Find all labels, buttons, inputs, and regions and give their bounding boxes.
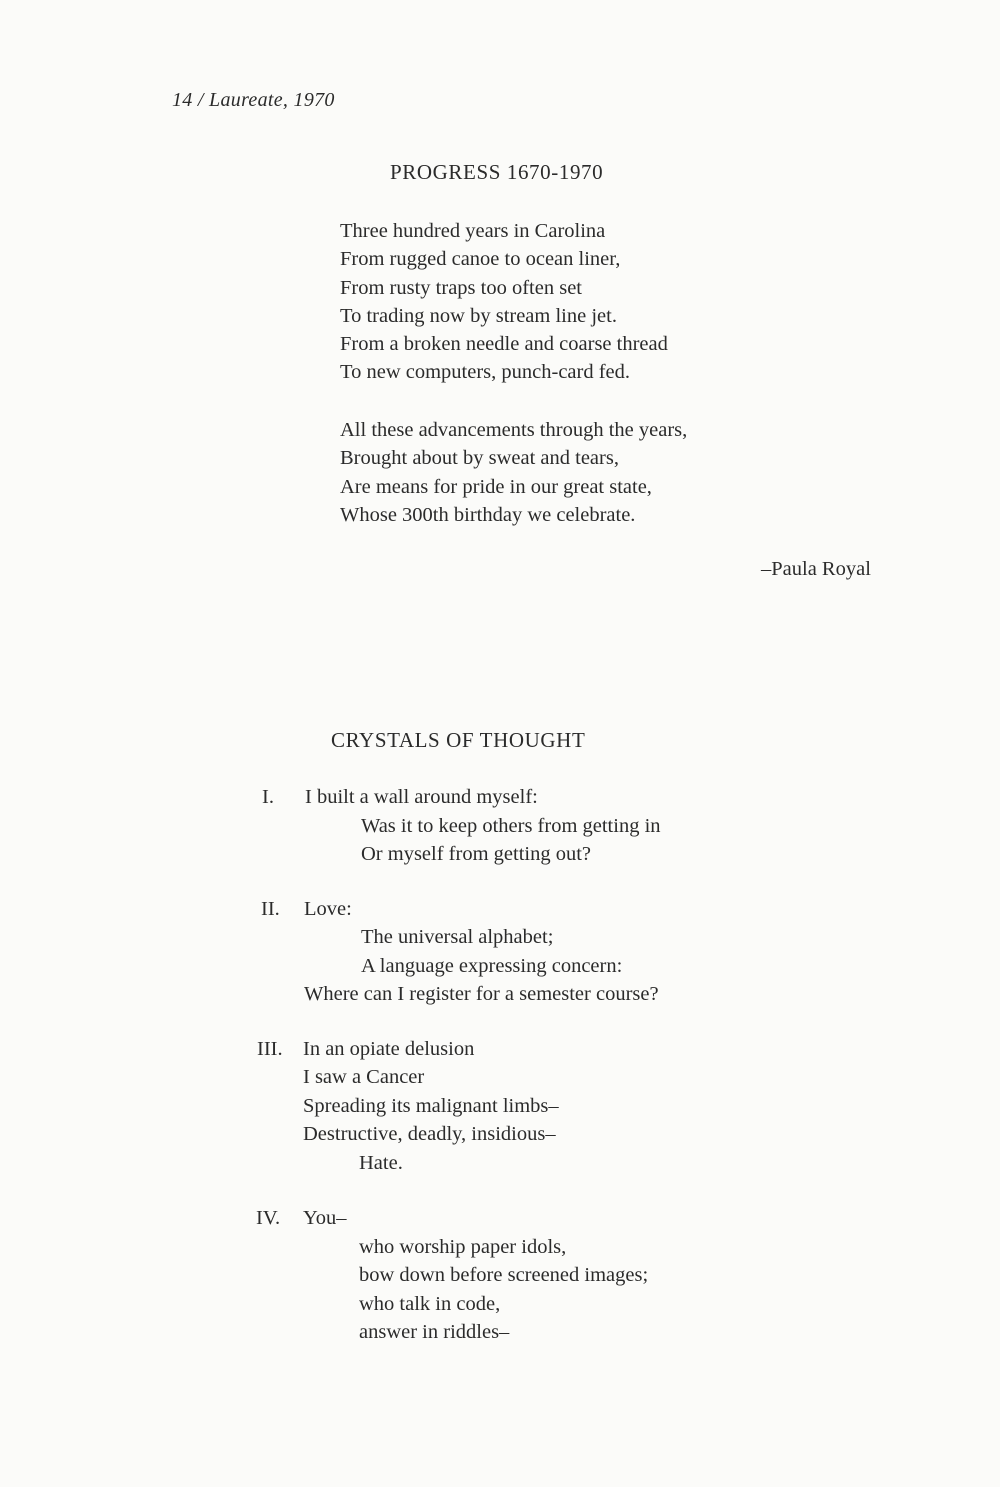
section-line: Love: <box>304 898 352 920</box>
section-line: who worship paper idols, <box>359 1236 567 1258</box>
section-line: bow down before screened images; <box>359 1264 649 1286</box>
section-line: You– <box>303 1207 347 1229</box>
section-number: IV. <box>256 1207 281 1229</box>
running-head: 14 / Laureate, 1970 <box>172 89 335 111</box>
section-line: Was it to keep others from getting in <box>361 815 661 837</box>
poem-title-crystals: CRYSTALS OF THOUGHT <box>331 728 586 752</box>
section-line: Hate. <box>359 1152 403 1174</box>
poem-line: All these advancements through the years, <box>340 419 688 441</box>
poem-line: From rugged canoe to ocean liner, <box>340 248 621 271</box>
section-line: A language expressing concern: <box>361 955 623 977</box>
section-line: Where can I register for a semester course? <box>304 983 659 1005</box>
poem-line: Are means for pride in our great state, <box>340 475 652 498</box>
section-line: Destructive, deadly, insidious– <box>303 1123 556 1145</box>
poem-line: From a broken needle and coarse thread <box>340 333 668 356</box>
section-line: who talk in code, <box>359 1293 501 1315</box>
poem-line: Whose 300th birthday we celebrate. <box>340 503 636 526</box>
section-line: In an opiate delusion <box>303 1038 475 1060</box>
poem-line: Brought about by sweat and tears, <box>340 447 619 470</box>
section-line: Spreading its malignant limbs– <box>303 1095 559 1117</box>
poem-title-progress: PROGRESS 1670-1970 <box>390 160 604 184</box>
poem-line: To trading now by stream line jet. <box>340 304 617 327</box>
poem-stanza-2 <box>340 416 687 529</box>
poem-stanza-1 <box>340 217 668 387</box>
section-number: I. <box>262 786 274 808</box>
section-line: The universal alphabet; <box>361 926 554 948</box>
poem-line: To new computers, punch-card fed. <box>340 361 631 384</box>
section-line: I built a wall around myself: <box>305 786 538 808</box>
poem-attribution: –Paula Royal <box>761 558 871 580</box>
poem-line: From rusty traps too often set <box>340 276 582 299</box>
section-number: II. <box>261 898 280 920</box>
section-number: III. <box>257 1038 283 1060</box>
section-line: Or myself from getting out? <box>361 843 592 865</box>
poem-line: Three hundred years in Carolina <box>340 220 606 242</box>
section-line: answer in riddles– <box>359 1321 510 1343</box>
section-line: I saw a Cancer <box>303 1066 425 1088</box>
